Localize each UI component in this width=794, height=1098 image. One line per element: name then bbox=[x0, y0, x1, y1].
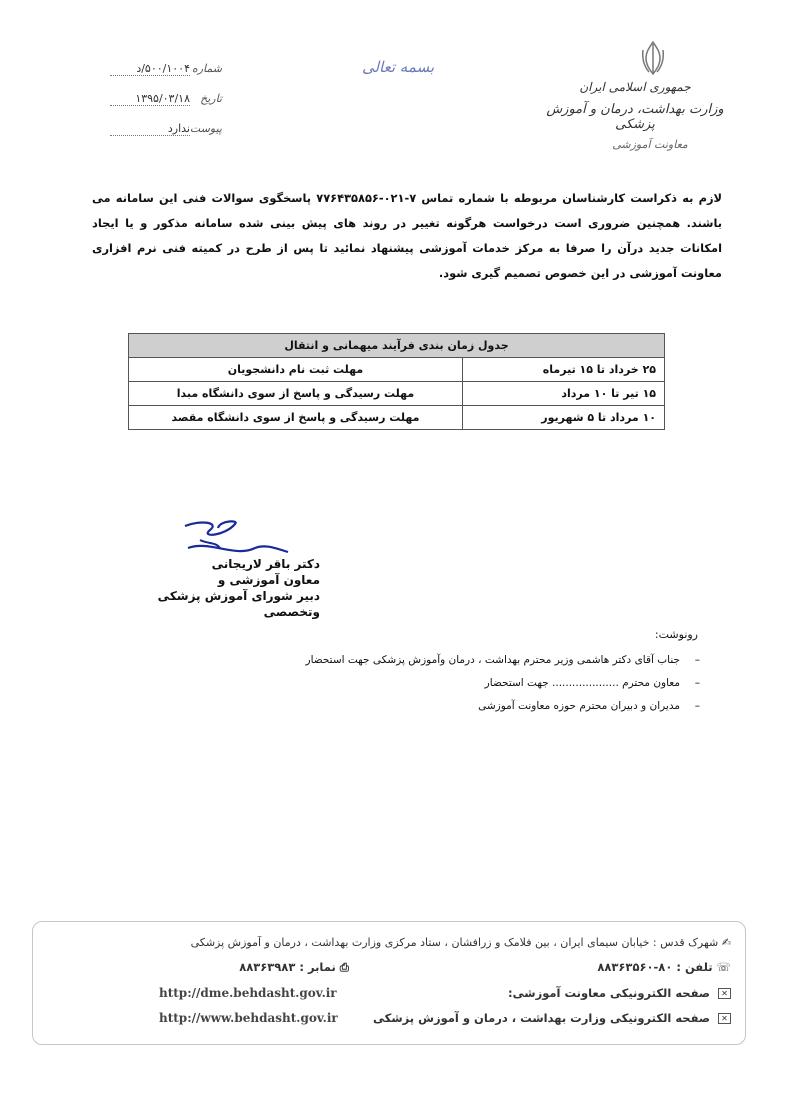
table-cell-date: ۲۵ خرداد تا ۱۵ تیرماه bbox=[463, 358, 665, 382]
cc-item-text: مدیران و دبیران محترم حوزه معاونت آموزشی bbox=[478, 700, 680, 712]
envelope-icon: ✕ bbox=[718, 988, 731, 999]
footer-site2-row bbox=[373, 1011, 731, 1025]
letter-body-paragraph: لازم به ذکراست کارشناسان مربوطه با شماره تماس ۷-۰۲۱-۷۷۶۴۳۵۸۵۶ پاسخگوی سوالات فنی این سامانه می باشند. همچنین ضروری است درخواست هرگونه تغییر در روند های پیش بینی شده سامانه مذکور و یا ایجاد امکانات جدید درآن را صرفا به مرکز خدمات آموزشی پیشنهاد نمائید تا پس از طرح در کمیته فنی نرم افزاری معاونت آموزشی در این خصوص تصمیم گیری شود. bbox=[92, 191, 722, 280]
cc-item-text: معاون محترم .................... جهت استحضار bbox=[484, 677, 680, 689]
signatory-title-2: دبیر شورای آموزش پزشکی وتخصصی bbox=[157, 589, 320, 619]
deputy-name-line: معاونت آموزشی bbox=[612, 138, 688, 151]
signatory-title-1: معاون آموزشی و bbox=[217, 573, 320, 587]
cc-item bbox=[220, 677, 700, 689]
cc-item bbox=[220, 700, 700, 712]
footer-site1-url[interactable]: http://dme.behdasht.gov.ir bbox=[159, 986, 337, 1000]
table-header-row bbox=[129, 334, 665, 358]
letter-footer bbox=[32, 921, 746, 1045]
footer-address: شهرک قدس : خیابان سیمای ایران ، بین فلامک و زرافشان ، ستاد مرکزی وزارت بهداشت ، درمان و آموزش پزشکی bbox=[190, 936, 719, 949]
list-dash: – bbox=[694, 654, 700, 666]
signatory-block bbox=[120, 556, 320, 620]
number-value: ۵۰۰/۱۰۰۴/د bbox=[110, 62, 190, 76]
footer-fax-row bbox=[239, 960, 349, 975]
footer-site2-label: صفحه الکترونیکی وزارت بهداشت ، درمان و آموزش پزشکی bbox=[373, 1011, 710, 1025]
table-row bbox=[129, 358, 665, 382]
letter-date-row bbox=[100, 92, 230, 112]
gov-name-line: جمهوری اسلامی ایران bbox=[579, 80, 691, 94]
iran-emblem-icon bbox=[640, 40, 666, 76]
table-cell-desc: مهلت رسیدگی و پاسخ از سوی دانشگاه مقصد bbox=[129, 406, 463, 430]
bismillah-heading: بسمه تعالی bbox=[361, 58, 435, 76]
date-label: تاریخ bbox=[200, 92, 222, 105]
footer-phone-row bbox=[597, 960, 731, 974]
table-title: جدول زمان بندی فرآیند میهمانی و انتقال bbox=[129, 334, 665, 358]
letter-attachment-row bbox=[100, 122, 230, 142]
cc-item bbox=[220, 654, 700, 666]
ministry-name-line: وزارت بهداشت، درمان و آموزش پزشکی bbox=[546, 102, 724, 132]
attachment-value: ندارد bbox=[110, 122, 190, 136]
attachment-label: پیوست bbox=[189, 122, 222, 135]
footer-site1-row bbox=[508, 986, 731, 1000]
table-row bbox=[129, 406, 665, 430]
table-cell-desc: مهلت رسیدگی و پاسخ از سوی دانشگاه مبدا bbox=[129, 382, 463, 406]
pen-icon: ✍ bbox=[721, 936, 731, 949]
letter-number-row bbox=[100, 62, 230, 82]
cc-item-text: جناب آقای دکتر هاشمی وزیر محترم بهداشت ، درمان وآموزش پزشکی جهت استحضار bbox=[305, 654, 680, 666]
envelope-icon: ✕ bbox=[718, 1013, 731, 1024]
footer-site2-url[interactable]: http://www.behdasht.gov.ir bbox=[159, 1011, 338, 1025]
footer-phone: تلفن : ۸۰-۸۸۳۶۳۵۶۰ bbox=[597, 960, 713, 974]
list-dash: – bbox=[694, 677, 700, 689]
footer-address-row bbox=[191, 936, 731, 949]
footer-fax: نمابر : ۸۸۳۶۳۹۸۳ bbox=[239, 960, 336, 974]
table-cell-desc: مهلت ثبت نام دانشجویان bbox=[129, 358, 463, 382]
number-label: شماره bbox=[191, 62, 222, 75]
phone-icon: ☏ bbox=[716, 960, 731, 974]
schedule-table bbox=[128, 333, 665, 430]
table-cell-date: ۱۰ مرداد تا ۵ شهریور bbox=[463, 406, 665, 430]
fax-icon: ⎙ bbox=[339, 960, 349, 974]
list-dash: – bbox=[694, 700, 700, 712]
cc-title: رونوشت: bbox=[654, 628, 698, 641]
table-cell-date: ۱۵ تیر تا ۱۰ مرداد bbox=[463, 382, 665, 406]
signatory-name: دکتر باقر لاریجانی bbox=[211, 557, 320, 571]
footer-site1-label: صفحه الکترونیکی معاونت آموزشی: bbox=[508, 986, 710, 1000]
table-row bbox=[129, 382, 665, 406]
date-value: ۱۳۹۵/۰۳/۱۸ bbox=[110, 92, 190, 106]
